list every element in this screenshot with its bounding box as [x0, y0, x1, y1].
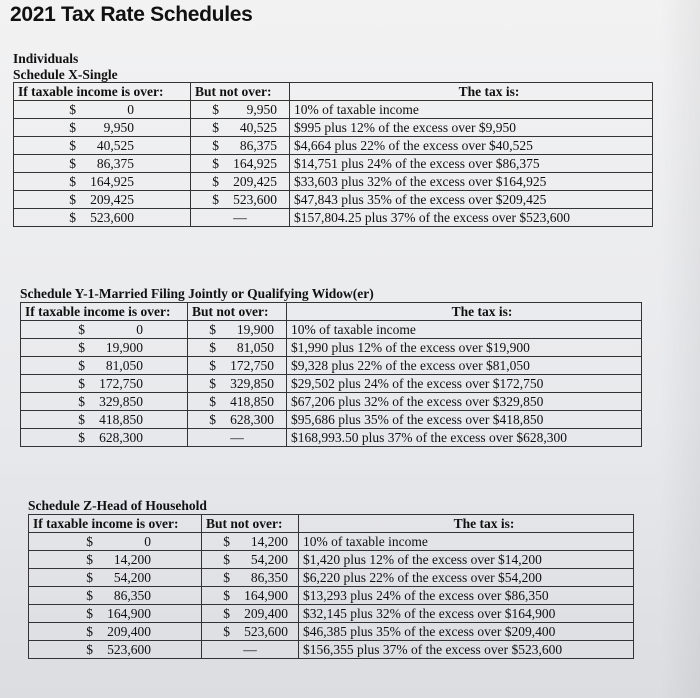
table-row: [29, 641, 634, 659]
income-over-amount: 0: [127, 101, 134, 117]
but-not-over-cell: [191, 137, 290, 155]
tax-is-cell: $6,220 plus 22% of the excess over $54,200: [299, 569, 634, 587]
but-not-over-cell: [202, 641, 299, 659]
but-not-over-cell: [191, 209, 290, 227]
currency-sign: $: [78, 357, 85, 373]
income-over-cell: [21, 393, 188, 411]
currency-sign: $: [209, 411, 216, 427]
currency-sign: $: [212, 173, 219, 189]
but-not-over-cell: [202, 587, 299, 605]
income-over-cell: [21, 429, 188, 447]
tax-is-cell: $47,843 plus 35% of the excess over $209,425: [290, 191, 653, 209]
table-row: [21, 429, 642, 447]
schedule-x-table: [13, 82, 653, 227]
currency-sign: $: [86, 587, 93, 603]
but-not-over-amount: 172,750: [230, 357, 274, 373]
table-row: [14, 155, 653, 173]
income-over-amount: 86,350: [113, 587, 151, 603]
but-not-over-amount: 523,600: [233, 191, 277, 207]
currency-sign: $: [223, 587, 230, 603]
but-not-over-cell: [188, 321, 287, 339]
income-over-amount: 19,900: [105, 339, 143, 355]
schedule-y1-table: [20, 302, 642, 447]
page-title: 2021 Tax Rate Schedules: [10, 3, 253, 26]
income-over-cell: [29, 569, 202, 587]
currency-sign: $: [86, 533, 93, 549]
but-not-over-cell: [202, 551, 299, 569]
income-over-cell: [21, 321, 188, 339]
currency-sign: $: [86, 623, 93, 639]
table-row: [29, 623, 634, 641]
currency-sign: $: [212, 155, 219, 171]
income-over-cell: [21, 357, 188, 375]
header-tax-is: The tax is:: [290, 83, 653, 101]
tax-is-cell: $4,664 plus 22% of the excess over $40,525: [290, 137, 653, 155]
income-over-cell: [21, 375, 188, 393]
income-over-amount: 0: [144, 533, 151, 549]
but-not-over-cell: [188, 339, 287, 357]
currency-sign: $: [69, 191, 76, 207]
income-over-cell: [21, 411, 188, 429]
currency-sign: $: [223, 623, 230, 639]
currency-sign: $: [78, 339, 85, 355]
no-limit-dash: —: [230, 429, 244, 445]
currency-sign: $: [209, 357, 216, 373]
income-over-cell: [29, 587, 202, 605]
currency-sign: $: [209, 339, 216, 355]
currency-sign: $: [69, 101, 76, 117]
table-row: [21, 411, 642, 429]
income-over-amount: 9,950: [103, 119, 134, 135]
but-not-over-cell: [202, 623, 299, 641]
but-not-over-amount: 81,050: [236, 339, 274, 355]
currency-sign: $: [223, 533, 230, 549]
income-over-amount: 628,300: [99, 429, 143, 445]
but-not-over-amount: 9,950: [246, 101, 277, 117]
income-over-cell: [14, 119, 191, 137]
but-not-over-cell: [188, 357, 287, 375]
tax-is-cell: $157,804.25 plus 37% of the excess over $523,600: [290, 209, 653, 227]
but-not-over-cell: [188, 411, 287, 429]
schedule-x-title: Schedule X-Single: [13, 67, 118, 82]
income-over-amount: 81,050: [105, 357, 143, 373]
currency-sign: $: [78, 393, 85, 409]
income-over-amount: 209,400: [107, 623, 151, 639]
schedule-z-table: [28, 514, 634, 659]
income-over-amount: 54,200: [113, 569, 151, 585]
but-not-over-cell: [188, 429, 287, 447]
currency-sign: $: [69, 137, 76, 153]
but-not-over-amount: 628,300: [230, 411, 274, 427]
header-but-not-over: But not over:: [202, 515, 299, 533]
no-limit-dash: —: [233, 209, 247, 225]
but-not-over-cell: [191, 119, 290, 137]
tax-is-cell: $95,686 plus 35% of the excess over $418,850: [287, 411, 642, 429]
but-not-over-amount: 86,350: [250, 569, 288, 585]
currency-sign: $: [212, 191, 219, 207]
tax-is-cell: $14,751 plus 24% of the excess over $86,375: [290, 155, 653, 173]
currency-sign: $: [212, 119, 219, 135]
but-not-over-cell: [191, 101, 290, 119]
table-row: [21, 357, 642, 375]
table-row: [29, 587, 634, 605]
income-over-amount: 329,850: [99, 393, 143, 409]
income-over-cell: [29, 533, 202, 551]
but-not-over-cell: [191, 173, 290, 191]
tax-is-cell: $13,293 plus 24% of the excess over $86,350: [299, 587, 634, 605]
tax-is-cell: $46,385 plus 35% of the excess over $209,400: [299, 623, 634, 641]
table-row: [14, 119, 653, 137]
but-not-over-amount: 209,425: [233, 173, 277, 189]
income-over-cell: [21, 339, 188, 357]
header-income-over: If taxable income is over:: [21, 303, 188, 321]
income-over-amount: 164,925: [90, 173, 134, 189]
income-over-amount: 86,375: [96, 155, 134, 171]
income-over-amount: 40,525: [96, 137, 134, 153]
income-over-cell: [14, 173, 191, 191]
tax-is-cell: $67,206 plus 32% of the excess over $329,850: [287, 393, 642, 411]
table-row: [14, 209, 653, 227]
tax-is-cell: $995 plus 12% of the excess over $9,950: [290, 119, 653, 137]
currency-sign: $: [212, 101, 219, 117]
income-over-cell: [29, 605, 202, 623]
header-income-over: If taxable income is over:: [29, 515, 202, 533]
header-tax-is: The tax is:: [287, 303, 642, 321]
but-not-over-amount: 418,850: [230, 393, 274, 409]
currency-sign: $: [223, 569, 230, 585]
but-not-over-amount: 164,900: [244, 587, 288, 603]
currency-sign: $: [86, 605, 93, 621]
income-over-cell: [14, 155, 191, 173]
tax-is-cell: 10% of taxable income: [299, 533, 634, 551]
but-not-over-cell: [202, 605, 299, 623]
schedule-y1-title: Schedule Y-1-Married Filing Jointly or Qualifying Widow(er): [20, 286, 374, 301]
currency-sign: $: [209, 321, 216, 337]
income-over-amount: 523,600: [90, 209, 134, 225]
income-over-cell: [14, 209, 191, 227]
tax-is-cell: $1,420 plus 12% of the excess over $14,200: [299, 551, 634, 569]
but-not-over-cell: [191, 155, 290, 173]
table-row: [14, 191, 653, 209]
table-row: [21, 393, 642, 411]
table-row: [21, 375, 642, 393]
but-not-over-amount: 329,850: [230, 375, 274, 391]
but-not-over-amount: 14,200: [250, 533, 288, 549]
tax-is-cell: $168,993.50 plus 37% of the excess over $628,300: [287, 429, 642, 447]
table-row: [29, 551, 634, 569]
but-not-over-cell: [188, 393, 287, 411]
but-not-over-cell: [188, 375, 287, 393]
currency-sign: $: [69, 155, 76, 171]
but-not-over-amount: 209,400: [244, 605, 288, 621]
table-row: [29, 569, 634, 587]
currency-sign: $: [86, 641, 93, 657]
currency-sign: $: [69, 209, 76, 225]
but-not-over-cell: [202, 569, 299, 587]
header-but-not-over: But not over:: [188, 303, 287, 321]
tax-is-cell: $156,355 plus 37% of the excess over $523,600: [299, 641, 634, 659]
but-not-over-cell: [202, 533, 299, 551]
table-row: [29, 533, 634, 551]
currency-sign: $: [86, 569, 93, 585]
income-over-amount: 523,600: [107, 641, 151, 657]
but-not-over-amount: 40,525: [239, 119, 277, 135]
income-over-amount: 164,900: [107, 605, 151, 621]
header-income-over: If taxable income is over:: [14, 83, 191, 101]
section-label: Individuals: [13, 51, 79, 66]
income-over-cell: [29, 623, 202, 641]
photo-edge-shadow: [660, 0, 700, 698]
header-row: [29, 515, 634, 533]
currency-sign: $: [212, 137, 219, 153]
but-not-over-amount: 86,375: [239, 137, 277, 153]
table-row: [14, 137, 653, 155]
currency-sign: $: [78, 321, 85, 337]
currency-sign: $: [209, 375, 216, 391]
but-not-over-amount: 523,600: [244, 623, 288, 639]
but-not-over-amount: 54,200: [250, 551, 288, 567]
but-not-over-cell: [191, 191, 290, 209]
schedule-z-title: Schedule Z-Head of Household: [28, 498, 207, 513]
tax-is-cell: $1,990 plus 12% of the excess over $19,900: [287, 339, 642, 357]
income-over-amount: 14,200: [113, 551, 151, 567]
income-over-amount: 209,425: [90, 191, 134, 207]
currency-sign: $: [69, 119, 76, 135]
tax-is-cell: $33,603 plus 32% of the excess over $164,925: [290, 173, 653, 191]
currency-sign: $: [86, 551, 93, 567]
income-over-cell: [29, 551, 202, 569]
currency-sign: $: [223, 605, 230, 621]
header-but-not-over: But not over:: [191, 83, 290, 101]
currency-sign: $: [69, 173, 76, 189]
income-over-cell: [14, 191, 191, 209]
no-limit-dash: —: [243, 641, 257, 657]
currency-sign: $: [78, 429, 85, 445]
currency-sign: $: [78, 411, 85, 427]
income-over-amount: 172,750: [99, 375, 143, 391]
table-row: [21, 321, 642, 339]
table-row: [14, 101, 653, 119]
income-over-amount: 418,850: [99, 411, 143, 427]
tax-is-cell: $29,502 plus 24% of the excess over $172,750: [287, 375, 642, 393]
but-not-over-amount: 164,925: [233, 155, 277, 171]
tax-is-cell: $32,145 plus 32% of the excess over $164,900: [299, 605, 634, 623]
tax-is-cell: $9,328 plus 22% of the excess over $81,050: [287, 357, 642, 375]
header-tax-is: The tax is:: [299, 515, 634, 533]
income-over-cell: [29, 641, 202, 659]
but-not-over-amount: 19,900: [236, 321, 274, 337]
tax-is-cell: 10% of taxable income: [290, 101, 653, 119]
currency-sign: $: [78, 375, 85, 391]
currency-sign: $: [209, 393, 216, 409]
header-row: [14, 83, 653, 101]
header-row: [21, 303, 642, 321]
table-row: [14, 173, 653, 191]
income-over-amount: 0: [136, 321, 143, 337]
tax-is-cell: 10% of taxable income: [287, 321, 642, 339]
income-over-cell: [14, 101, 191, 119]
table-row: [21, 339, 642, 357]
table-row: [29, 605, 634, 623]
currency-sign: $: [223, 551, 230, 567]
income-over-cell: [14, 137, 191, 155]
